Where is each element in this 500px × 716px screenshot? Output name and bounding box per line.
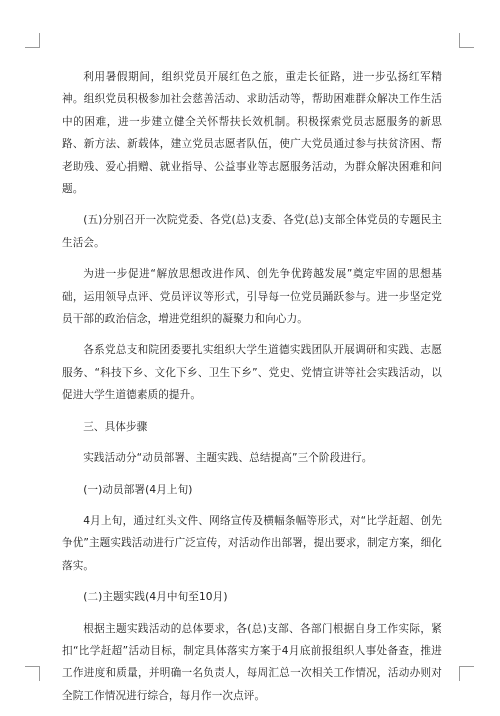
paragraph-three-stages: 实践活动分“动员部署、主题实践、总结提高”三个阶段进行。 bbox=[83, 452, 373, 465]
paragraph-theme-practice-detail: 根据主题实践活动的总体要求，各(总)支部、各部门根据自身工作实际，紧扣“比学赶超”活动目标，制定具体落实方案于4月底前报组织人事处备查，推进工作进度和质量，并明确一名负责人，每周汇总一次相关工作情况，活动办则对全院工作情况进行综合，每月作一次点评。 bbox=[62, 622, 442, 702]
paragraph-red-tour: 利用暑假期间，组织党员开展红色之旅，重走长征路，进一步弘扬红军精神。组织党员积极参加社会慈善活动、求助活动等，帮助困难群众解决工作生活中的困难，进一步建立健全关怀帮扶长效机制。积极探索党员志愿服务的新思路、新方法、新载体，建立党员志愿者队伍，使广大党员通过参与扶贫济困、帮老助残、爱心捐赠、就业指导、公益事业等志愿服务活动，为群众解决困难和问题。 bbox=[62, 71, 442, 196]
document-body bbox=[62, 66, 442, 716]
subheading-theme-practice: (二)主题实践(4月中旬至10月) bbox=[83, 591, 228, 604]
crop-mark-bottom-left bbox=[25, 666, 40, 681]
crop-mark-top-right bbox=[459, 33, 474, 48]
paragraph-democratic-meeting: (五)分别召开一次院党委、各党(总)支委、各党(总)支部全体党员的专题民主生活会。 bbox=[62, 214, 442, 249]
crop-mark-bottom-right bbox=[459, 666, 474, 681]
paragraph-ideological-foundation: 为进一步促进“解放思想改进作风、创先争优跨越发展”奠定牢固的思想基础，运用领导点评、党员评议等形式，引导每一位党员踊跃参与。进一步坚定党员干部的政治信念，增进党组织的凝聚力和向心力。 bbox=[62, 268, 442, 326]
paragraph-mobilization-detail: 4月上旬，通过红头文件、网络宣传及横幅条幅等形式，对“比学赶超、创先争优”主题实践活动进行广泛宣传，对活动作出部署，提出要求，制定方案，细化落实。 bbox=[62, 514, 442, 572]
crop-mark-top-left bbox=[25, 33, 40, 48]
paragraph-social-practice: 各系党总支和院团委要扎实组织大学生道德实践团队开展调研和实践、志愿服务、“科技下乡、文化下乡、卫生下乡”、党史、党情宣讲等社会实践活动，以促进大学生道德素质的提升。 bbox=[62, 344, 442, 402]
section-heading-steps: 三、具体步骤 bbox=[83, 420, 148, 433]
subheading-mobilization: (一)动员部署(4月上旬) bbox=[83, 483, 193, 496]
